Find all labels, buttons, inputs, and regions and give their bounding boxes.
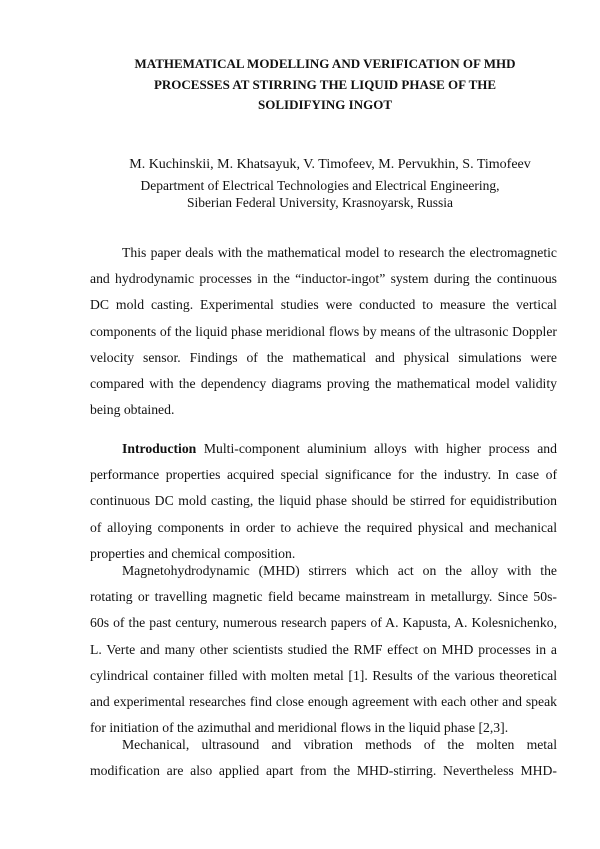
paragraph-line: modification are also applied apart from the MHD-stirring. Nevertheless MHD-	[90, 763, 557, 779]
intro-line: continuous DC mold casting, the liquid phase should be stirred for equidistribution	[90, 493, 557, 509]
abstract-line: being obtained.	[90, 402, 175, 418]
introduction-heading: Introduction	[122, 441, 197, 456]
paragraph-line: Magnetohydrodynamic (MHD) stirrers which act on the alloy with the	[122, 563, 557, 578]
paragraph-line: rotating or travelling magnetic field became mainstream in metallurgy. Since 50s-	[90, 589, 557, 605]
title-line: SOLIDIFYING INGOT	[258, 97, 392, 112]
author-list: M. Kuchinskii, M. Khatsayuk, V. Timofeev, M. Pervukhin, S. Timofeev	[129, 157, 531, 172]
abstract-line: compared with the dependency diagrams proving the mathematical model validity	[90, 375, 557, 391]
intro-first-line-text: Multi-component aluminium alloys with higher process and	[196, 441, 557, 456]
affiliation	[100, 178, 540, 211]
paragraph-line: cylindrical container filled with molten metal [1]. Results of the various theoretical	[90, 667, 557, 683]
introduction-paragraph	[90, 436, 557, 567]
paragraph-line: 60s of the past century, numerous research papers of A. Kapusta, A. Kolesnichenko,	[90, 615, 557, 631]
intro-line: of alloying components in order to achieve the required physical and mechanical	[90, 519, 557, 535]
abstract	[90, 240, 557, 423]
paragraph-line: L. Verte and many other scientists studied the RMF effect on MHD processes in a	[90, 641, 557, 657]
affiliation-line: Department of Electrical Technologies and Electrical Engineering,	[140, 178, 500, 193]
paragraph-line: for initiation of the azimuthal and meridional flows in the liquid phase [2,3].	[90, 720, 509, 736]
intro-line: properties and chemical composition.	[90, 545, 296, 561]
paragraph-line: and experimental researches find close enough agreement with each other and speak	[90, 693, 557, 709]
abstract-line: DC mold casting. Experimental studies were conducted to measure the vertical	[90, 297, 557, 313]
title-line: MATHEMATICAL MODELLING AND VERIFICATION OF MHD	[134, 56, 516, 71]
paragraph-line: Mechanical, ultrasound and vibration methods of the molten metal	[122, 737, 557, 752]
title-line: PROCESSES AT STIRRING THE LIQUID PHASE OF THE	[153, 76, 497, 92]
abstract-line: components of the liquid phase meridional flows by means of the ultrasonic Doppler	[90, 323, 557, 339]
mhd-stirrers-paragraph	[90, 558, 557, 741]
intro-line: performance properties acquired special significance for the industry. In case of	[90, 467, 557, 483]
abstract-line: This paper deals with the mathematical model to research the electromagnetic	[122, 245, 557, 260]
affiliation-line: Siberian Federal University, Krasnoyarsk, Russia	[186, 194, 454, 210]
abstract-line: and hydrodynamic processes in the “inductor-ingot” system during the continuous	[90, 271, 557, 287]
modification-methods-paragraph	[90, 732, 557, 784]
intro-first-line	[90, 436, 557, 462]
abstract-line: velocity sensor. Findings of the mathematical and physical simulations were	[90, 349, 557, 365]
paper-title	[90, 54, 560, 116]
